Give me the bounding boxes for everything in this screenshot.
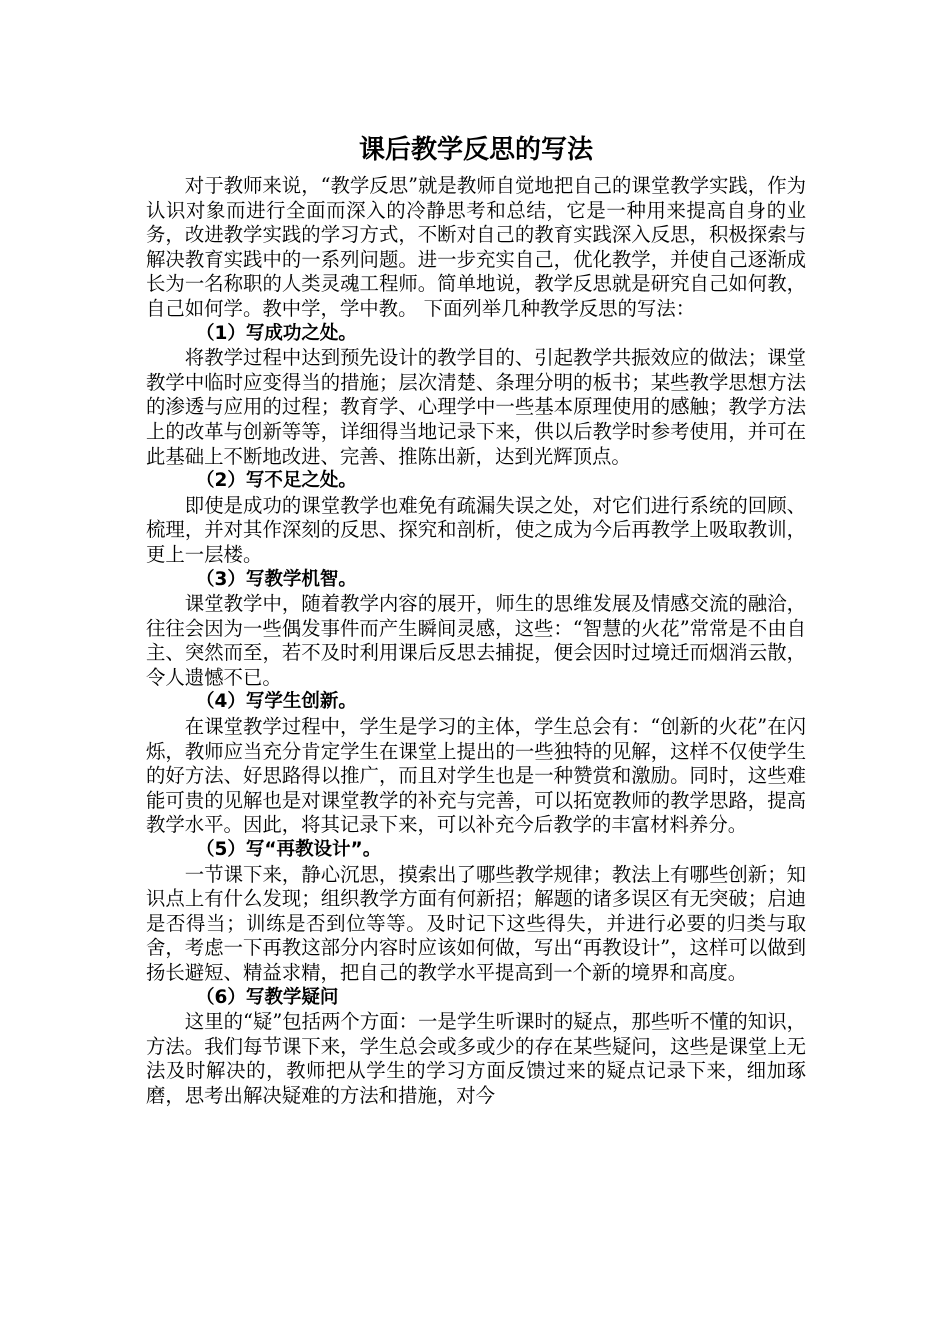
section-body-redesign: 一节课下来，静心沉思，摸索出了哪些教学规律；教法上有哪些创新；知识点上有什么发现；组织教学方面有何新招；解题的诸多误区有无突破；启迪是否得当；训练是否到位等等。及时记下这些得失，并进行必要的归类与取舍，考虑一下再教这部分内容时应该如何做，写出“再教设计”，这样可以做到扬长避短、精益求精，把自己的教学水平提高到一个新的境界和高度。 bbox=[146, 862, 806, 984]
document-title: 课后教学反思的写法 bbox=[358, 135, 593, 165]
section-heading-shortcomings: （2）写不足之处。 bbox=[196, 470, 357, 492]
document-page bbox=[146, 126, 806, 1109]
section-body-teaching-questions: 这里的“疑”包括两个方面：一是学生听课时的疑点，那些听不懂的知识，方法。我们每节课下来，学生总会或多或少的存在某些疑问，这些是课堂上无法及时解决的，教师把从学生的学习方面反馈过来的疑点记录下来，细加琢磨，思考出解决疑难的方法和措施，对今 bbox=[146, 1010, 806, 1107]
intro-paragraph: 对于教师来说，“教学反思”就是教师自觉地把自己的课堂教学实践，作为认识对象而进行全面而深入的冷静思考和总结，它是一种用来提高自身的业务，改进教学实践的学习方式，不断对自己的教育实践深入反思，积极探索与解决教育实践中的一系列问题。进一步充实自己，优化教学，并使自己逐渐成长为一名称职的人类灵魂工程师。简单地说，教学反思就是研究自己如何教，自己如何学。教中学，学中教。 下面列举几种教学反思的写法： bbox=[146, 174, 806, 320]
section-body-student-innovation: 在课堂教学过程中，学生是学习的主体，学生总会有：“创新的火花”在闪烁，教师应当充分肯定学生在课堂上提出的一些独特的见解，这样不仅使学生的好方法、好思路得以推广，而且对学生也是一种赞赏和激励。同时，这些难能可贵的见解也是对课堂教学的补充与完善，可以拓宽教师的教学思路，提高教学水平。因此，将其记录下来，可以补充今后教学的丰富材料养分。 bbox=[146, 715, 806, 837]
section-heading-success: （1）写成功之处。 bbox=[196, 322, 357, 344]
section-heading-teaching-wit: （3）写教学机智。 bbox=[196, 568, 357, 590]
section-body-teaching-wit: 课堂教学中，随着教学内容的展开，师生的思维发展及情感交流的融洽，往往会因为一些偶发事件而产生瞬间灵感，这些：“智慧的火花”常常是不由自主、突然而至，若不及时利用课后反思去捕捉，便会因时过境迁而烟消云散，令人遗憾不已。 bbox=[146, 592, 806, 689]
section-body-success: 将教学过程中达到预先设计的教学目的、引起教学共振效应的做法；课堂教学中临时应变得当的措施；层次清楚、条理分明的板书；某些教学思想方法的渗透与应用的过程；教育学、心理学中一些基本原理使用的感触；教学方法上的改革与创新等等，详细得当地记录下来，供以后教学时参考使用，并可在此基础上不断地改进、完善、推陈出新，达到光辉顶点。 bbox=[146, 346, 806, 468]
section-heading-redesign: （5）写“再教设计”。 bbox=[196, 839, 382, 861]
section-heading-teaching-questions: （6）写教学疑问 bbox=[196, 986, 339, 1008]
section-body-shortcomings: 即使是成功的课堂教学也难免有疏漏失误之处，对它们进行系统的回顾、梳理，并对其作深刻的反思、探究和剖析，使之成为今后再教学上吸取教训，更上一层楼。 bbox=[146, 493, 806, 566]
section-heading-student-innovation: （4）写学生创新。 bbox=[196, 691, 357, 713]
